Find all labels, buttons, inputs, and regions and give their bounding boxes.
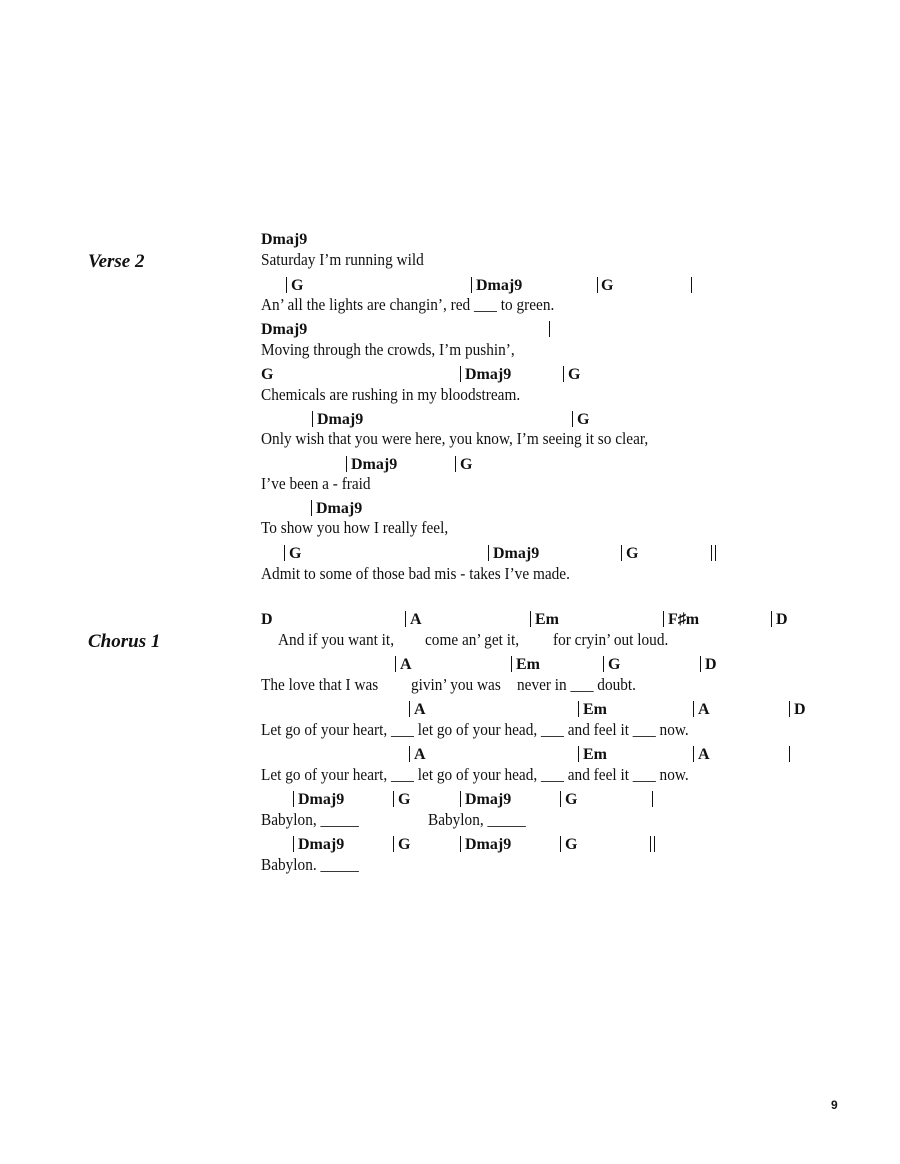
- chord-a: A: [414, 746, 426, 763]
- chord-a: A: [414, 701, 426, 718]
- chord-d: D: [261, 611, 273, 628]
- bar-line: [652, 791, 653, 807]
- lyric-segment: And if you want it,: [278, 630, 395, 649]
- lyric-segment: for cryin’ out loud.: [553, 630, 669, 649]
- lyric-segment: The love that I was: [261, 675, 379, 694]
- bar-line: [405, 611, 406, 627]
- bar-line: [488, 545, 489, 561]
- chord-dmaj9: Dmaj9: [465, 836, 512, 853]
- bar-line: [578, 701, 579, 717]
- verse-2-label: Verse 2: [88, 251, 145, 272]
- chord-g: G: [289, 545, 302, 562]
- bar-line: [395, 656, 396, 672]
- lyric-line: Chemicals are rushing in my bloodstream.: [261, 385, 521, 404]
- chord-a: A: [698, 701, 710, 718]
- bar-line: [346, 456, 347, 472]
- chord-d: D: [705, 656, 717, 673]
- lyric-line: Babylon. _____: [261, 855, 359, 874]
- double-bar-line: [711, 545, 716, 561]
- lyric-line: Only wish that you were here, you know, I’m seeing it so clear,: [261, 429, 649, 448]
- bar-line: [578, 746, 579, 762]
- chord-g: G: [626, 545, 639, 562]
- lyric-line: To show you how I really feel,: [261, 518, 449, 537]
- chord-dmaj9: Dmaj9: [316, 500, 363, 517]
- chord-dmaj9: Dmaj9: [298, 791, 345, 808]
- chord-g: G: [565, 791, 578, 808]
- bar-line: [771, 611, 772, 627]
- chord-em: Em: [535, 611, 559, 628]
- lyric-segment: Babylon, _____: [428, 810, 526, 829]
- chord-g: G: [568, 366, 581, 383]
- chord-dmaj9: Dmaj9: [476, 277, 523, 294]
- bar-line: [693, 746, 694, 762]
- chord-a: A: [410, 611, 422, 628]
- bar-line: [393, 791, 394, 807]
- bar-line: [311, 500, 312, 516]
- chord-a: A: [698, 746, 710, 763]
- bar-line: [460, 366, 461, 382]
- chord-dmaj9: Dmaj9: [317, 411, 364, 428]
- page-number: 9: [831, 1098, 838, 1112]
- bar-line: [572, 411, 573, 427]
- lyric-line: Moving through the crowds, I’m pushin’,: [261, 340, 515, 359]
- chord-g: G: [601, 277, 614, 294]
- bar-line: [691, 277, 692, 293]
- lyric-line: Let go of your heart, ___ let go of your head, ___ and feel it ___ now.: [261, 720, 689, 739]
- lyric-line: An’ all the lights are changin’, red ___ to green.: [261, 295, 555, 314]
- bar-line: [460, 791, 461, 807]
- chord-em: Em: [516, 656, 540, 673]
- chord-g: G: [291, 277, 304, 294]
- bar-line: [460, 836, 461, 852]
- chord-dmaj9: Dmaj9: [298, 836, 345, 853]
- lyric-line: I’ve been a - fraid: [261, 474, 371, 493]
- chord-dmaj9: Dmaj9: [261, 321, 308, 338]
- chord-dmaj9: Dmaj9: [465, 366, 512, 383]
- chord-dmaj9: Dmaj9: [493, 545, 540, 562]
- lyric-segment: come an’ get it,: [425, 630, 520, 649]
- chord-dmaj9: Dmaj9: [351, 456, 398, 473]
- bar-line: [455, 456, 456, 472]
- chord-em: Em: [583, 701, 607, 718]
- bar-line: [293, 836, 294, 852]
- chord-g: G: [261, 366, 274, 383]
- bar-line: [663, 611, 664, 627]
- chord-dmaj9: Dmaj9: [465, 791, 512, 808]
- bar-line: [549, 321, 550, 337]
- bar-line: [286, 277, 287, 293]
- chord-g: G: [398, 836, 411, 853]
- bar-line: [530, 611, 531, 627]
- lyric-line: Let go of your heart, ___ let go of your head, ___ and feel it ___ now.: [261, 765, 689, 784]
- chord-d: D: [776, 611, 788, 628]
- chord-f-sharp-m: F♯m: [668, 611, 700, 628]
- bar-line: [409, 701, 410, 717]
- double-bar-line: [650, 836, 655, 852]
- chord-g: G: [460, 456, 473, 473]
- chorus-1-label: Chorus 1: [88, 631, 161, 652]
- lyric-line: Saturday I’m running wild: [261, 250, 424, 269]
- bar-line: [789, 701, 790, 717]
- lyric-segment: Babylon, _____: [261, 810, 359, 829]
- chord-a: A: [400, 656, 412, 673]
- chord-dmaj9: Dmaj9: [261, 231, 308, 248]
- bar-line: [621, 545, 622, 561]
- chord-d: D: [794, 701, 806, 718]
- bar-line: [693, 701, 694, 717]
- chord-g: G: [577, 411, 590, 428]
- bar-line: [284, 545, 285, 561]
- bar-line: [293, 791, 294, 807]
- lyric-segment: never in ___ doubt.: [517, 675, 636, 694]
- chord-em: Em: [583, 746, 607, 763]
- bar-line: [511, 656, 512, 672]
- bar-line: [393, 836, 394, 852]
- bar-line: [560, 836, 561, 852]
- bar-line: [700, 656, 701, 672]
- bar-line: [563, 366, 564, 382]
- bar-line: [789, 746, 790, 762]
- bar-line: [603, 656, 604, 672]
- lyric-segment: givin’ you was: [411, 675, 501, 694]
- bar-line: [409, 746, 410, 762]
- chord-g: G: [565, 836, 578, 853]
- chord-g: G: [608, 656, 621, 673]
- bar-line: [312, 411, 313, 427]
- bar-line: [560, 791, 561, 807]
- bar-line: [597, 277, 598, 293]
- bar-line: [471, 277, 472, 293]
- lyric-line: Admit to some of those bad mis - takes I’ve made.: [261, 564, 570, 583]
- chord-g: G: [398, 791, 411, 808]
